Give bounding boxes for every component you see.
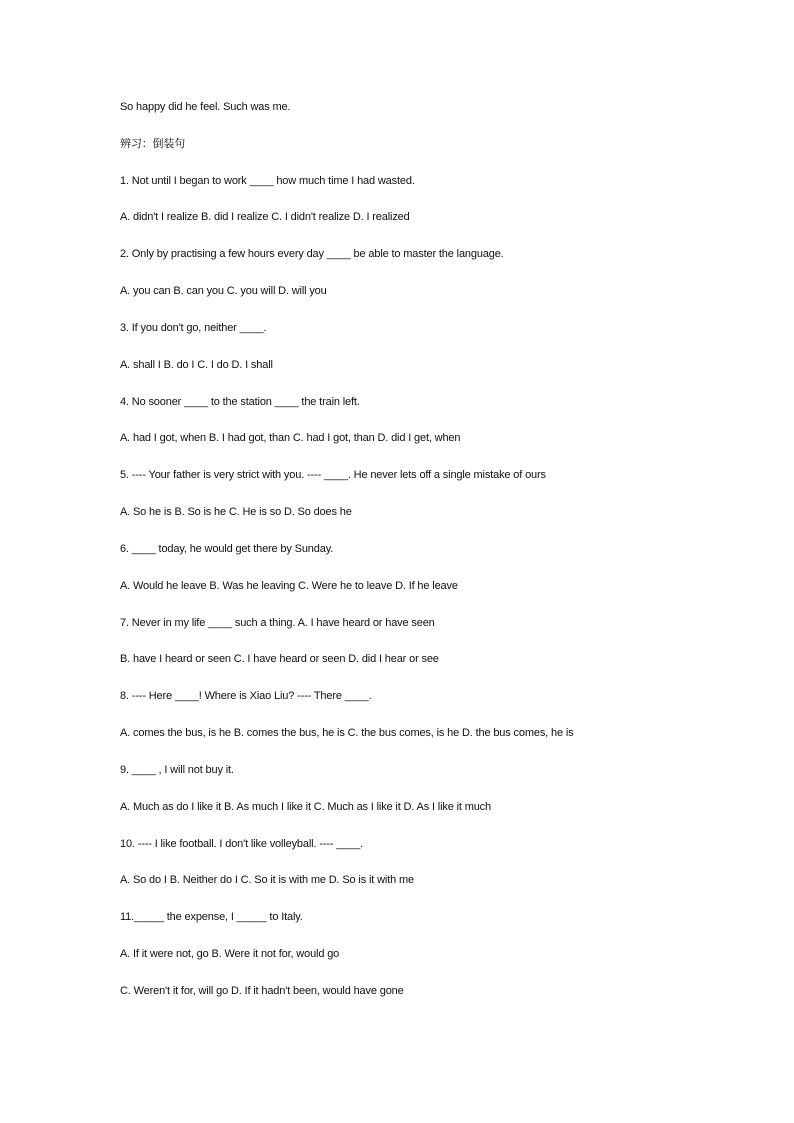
question-9-options: A. Much as do I like it B. As much I like it C. Much as I like it D. As I like it much	[120, 800, 492, 813]
question-10: 10. ---- I like football. I don't like volleyball. ---- ____.	[120, 837, 363, 850]
section-heading: 辨习：倒装句	[120, 137, 186, 150]
question-4-options: A. had I got, when B. I had got, than C. had I got, than D. did I get, when	[120, 432, 461, 445]
question-10-options: A. So do I B. Neither do I C. So it is with me D. So is it with me	[120, 874, 414, 887]
question-9: 9. ____ , I will not buy it.	[120, 763, 234, 776]
question-11-options-c-d: C. Weren't it for, will go D. If it hadn't been, would have gone	[120, 984, 404, 997]
exercise-text	[120, 99, 760, 1020]
question-3: 3. If you don't go, neither ____.	[120, 321, 267, 334]
question-5: 5. ---- Your father is very strict with you. ---- ____. He never lets off a single mistake of ours	[120, 469, 546, 482]
intro-sentence: So happy did he feel. Such was me.	[120, 101, 291, 113]
question-3-options: A. shall I B. do I C. I do D. I shall	[120, 358, 273, 371]
question-6: 6. ____ today, he would get there by Sunday.	[120, 542, 334, 555]
question-11-options-a-b: A. If it were not, go B. Were it not for, would go	[120, 948, 340, 961]
question-4: 4. No sooner ____ to the station ____ the train left.	[120, 395, 360, 408]
question-8-options: A. comes the bus, is he B. comes the bus, he is C. the bus comes, is he D. the bus comes, he is	[120, 727, 574, 740]
question-11: 11._____ the expense, I _____ to Italy.	[120, 911, 303, 924]
question-7-options: B. have I heard or seen C. I have heard or seen D. did I hear or see	[120, 653, 439, 666]
question-2-options: A. you can B. can you C. you will D. will you	[120, 285, 327, 298]
question-6-options: A. Would he leave B. Was he leaving C. Were he to leave D. If he leave	[120, 579, 458, 592]
question-7: 7. Never in my life ____ such a thing. A. I have heard or have seen	[120, 616, 435, 629]
question-8: 8. ---- Here ____! Where is Xiao Liu? ---- There ____.	[120, 690, 372, 703]
question-5-options: A. So he is B. So is he C. He is so D. So does he	[120, 506, 352, 519]
question-1-options: A. didn't I realize B. did I realize C. I didn't realize D. I realized	[120, 211, 410, 224]
question-2: 2. Only by practising a few hours every day ____ be able to master the language.	[120, 248, 504, 261]
question-1: 1. Not until I began to work ____ how much time I had wasted.	[120, 174, 415, 187]
